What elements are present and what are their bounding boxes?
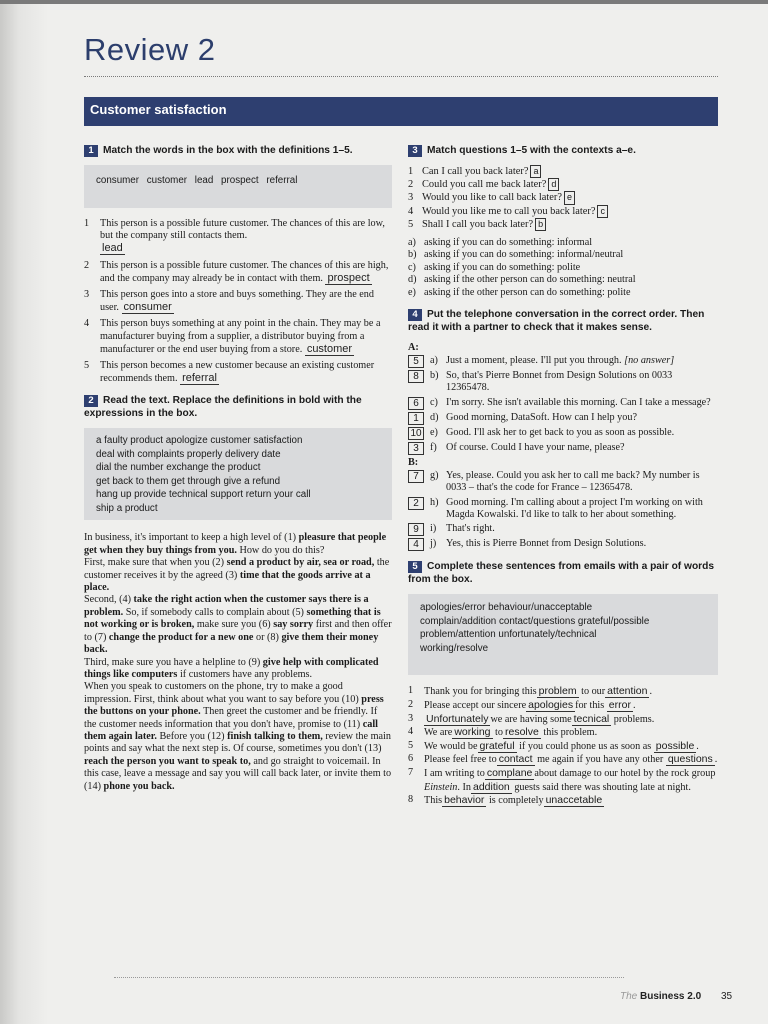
book-brand: The Business 2.0	[620, 991, 702, 1002]
email-sentence-list	[408, 685, 718, 807]
email-sentence: 3 Unfortunately we are having some tecnical problems.	[408, 712, 655, 725]
context-item: c) asking if you can do something: polite	[408, 261, 581, 273]
speaker-b-label: B:	[408, 456, 419, 468]
word-box-item: customer	[146, 175, 188, 186]
conversation-line: 6 c) I'm sorry. She isn't available this morning. Can I take a message?	[408, 397, 718, 410]
exercise-2-instruction: Read the text. Replace the definitions in bold with the expressions in the box.	[84, 395, 362, 420]
email-sentence: 8 This behavior is completely unaccetable	[408, 794, 603, 807]
speaker-a-label: A:	[408, 342, 419, 354]
textbook-page	[0, 4, 768, 1024]
exercise-5-instruction: Complete these sentences from emails with a pair of words from the box.	[408, 561, 715, 586]
conversation-line: 3 f) Of course. Could I have your name, please?	[408, 442, 718, 455]
exercise-1-heading	[84, 144, 392, 157]
section-banner	[84, 97, 718, 126]
item-number: 3	[84, 289, 90, 301]
word-box-item: lead	[194, 175, 214, 186]
context-item: a) asking if you can do something: informal	[408, 237, 593, 249]
word-pair-line: working/resolve	[420, 642, 489, 654]
handwritten-answer: referral	[182, 372, 217, 385]
item-number: 1	[84, 218, 90, 229]
email-sentence: 4 We are working to resolve this problem.	[408, 726, 598, 739]
definition-item	[84, 218, 392, 256]
exercise-3-instruction: Match questions 1–5 with the contexts a–e.	[427, 145, 636, 156]
footer-divider	[114, 977, 624, 978]
exercise-1-number: 1	[84, 145, 98, 157]
definition-item	[84, 360, 392, 385]
conversation-line: 10 e) Good. I'll ask her to get back to you as soon as possible.	[408, 427, 718, 440]
handwritten-answer-box: d	[548, 178, 559, 191]
definition-item	[84, 318, 392, 356]
email-sentence: 5 We would be grateful if you could phone us as soon as possible .	[408, 739, 699, 752]
exercise-5-number: 5	[408, 561, 422, 573]
reading-text: In business, it's important to keep a high level of (1) pleasure that people get when they buy things from you. How do you do this? First, make sure that when you (2) send a product by air, sea or road, the customer receives it by the agreed (3) time that the goods arrive at a place. Second, (4) take the right action when the customer says there is a problem. So, if somebody calls to complain about (5) something that is not working or is broken, make sure you (6) say sorry first and then offer to (7) change the product for a new one or (8) give them their money back. Third, make sure you have a helpline to (9) give help with complicated things like computers if customers have any problems. When you speak to customers on the phone, try to make a good impression. First, think about what you want to say before you (10) press the buttons on your phone. Then greet the customer and be friendly. If the customer needs information that you don't have, promise to (11) call them again later. Before you (12) finish talking to them, review the main points and say what the next step is. Of course, sometimes you don't (13) reach the person you want to speak to, and go straight to voicemail. In this case, leave a message and say you will call back later, or invite them to (14) phone you back.	[84, 532, 392, 792]
handwritten-answer-box: c	[597, 205, 608, 218]
handwritten-answer-box: b	[535, 218, 546, 231]
definition-text: This person goes into a store and buys something. They are the end user. consumer	[100, 289, 374, 314]
word-pair-line: problem/attention unfortunately/technical	[420, 629, 597, 641]
handwritten-answer-box: a	[530, 165, 541, 178]
email-sentence: 7 I am writing to complane about damage to our hotel by the rock group Einstein. In addition guests said there was shouting late at night.	[408, 767, 716, 793]
conversation-line: 8 b) So, that's Pierre Bonnet from Design Solutions on 0033 12365478.	[408, 370, 718, 395]
handwritten-answer-box: e	[564, 191, 575, 204]
right-column	[408, 144, 718, 808]
handwritten-answer: customer	[306, 342, 353, 355]
definition-text: This person buys something at any point in the chain. They may be a manufacturer buying from a supplier, a distributor buying from a manufacturer or the end user buying from a store. customer	[100, 318, 381, 355]
page-title: Review 2	[84, 32, 216, 67]
handwritten-answer: consumer	[123, 301, 172, 314]
question-list	[408, 165, 718, 231]
question-item: 4 Would you like me to call you back later? c	[408, 205, 718, 218]
left-column	[84, 144, 392, 793]
handwritten-answer: prospect	[327, 271, 370, 284]
item-number: 5	[84, 360, 90, 372]
expression-line: ship a product	[96, 502, 158, 514]
conversation-line: 5 a) Just a moment, please. I'll put you through. [no answer]	[408, 355, 718, 368]
definition-item	[84, 260, 392, 285]
conversation-line: 1 d) Good morning, DataSoft. How can I help you?	[408, 412, 718, 425]
expression-line: deal with complaints properly delivery date	[96, 448, 281, 460]
question-item: 1 Can I call you back later? a	[408, 165, 718, 178]
context-item: b) asking if you can do something: informal/neutral	[408, 249, 624, 261]
email-sentence: 6 Please feel free to contact me again if you have any other questions .	[408, 753, 718, 766]
expression-line: dial the number exchange the product	[96, 462, 261, 474]
definition-text: This person becomes a new customer because an existing customer recommends them. referral	[100, 360, 375, 385]
word-box-item: referral	[266, 175, 298, 186]
context-list	[408, 237, 718, 299]
context-item: d) asking if the other person can do something: neutral	[408, 274, 636, 286]
page-binding-shadow	[0, 4, 48, 1024]
expression-line: get back to them get through give a refund	[96, 475, 281, 487]
exercise-4-instruction: Put the telephone conversation in the correct order. Then read it with a partner to check that it makes sense.	[408, 309, 705, 334]
word-box-item: consumer	[96, 175, 140, 186]
conversation-line: 7 g) Yes, please. Could you ask her to call me back? My number is 0033 – that's the code for France – 12365478.	[408, 470, 718, 495]
banner-title: Customer satisfaction	[90, 102, 227, 117]
email-sentence: 2 Please accept our sincere apologies for this error .	[408, 699, 636, 712]
email-sentence: 1 Thank you for bringing this problem to our attention .	[408, 685, 653, 698]
exercise-3-heading	[408, 144, 718, 157]
word-pair-line: apologies/error behaviour/unacceptable	[420, 602, 593, 614]
expression-line: hang up provide technical support return your call	[96, 489, 311, 501]
title-divider	[84, 76, 718, 77]
exercise-4-number: 4	[408, 309, 422, 321]
conversation-line: 9 i) That's right.	[408, 523, 718, 536]
question-item: 3 Would you like to call back later? e	[408, 191, 718, 204]
exercise-2-expression-box	[84, 428, 392, 520]
exercise-1-word-box	[84, 165, 392, 208]
item-number: 4	[84, 318, 90, 330]
context-item: e) asking if the other person can do something: polite	[408, 286, 631, 298]
question-item: 5 Shall I call you back later? b	[408, 218, 718, 231]
definition-item	[84, 289, 392, 314]
conversation-line: 2 h) Good morning. I'm calling about a project I'm working on with Magda Kowalski. I'd like to talk to her about something.	[408, 497, 718, 522]
exercise-5-heading	[408, 560, 718, 586]
word-pair-line: complain/addition contact/questions grateful/possible	[420, 615, 650, 627]
conversation-line: 4 j) Yes, this is Pierre Bonnet from Design Solutions.	[408, 538, 718, 551]
word-box-item: prospect	[221, 175, 259, 186]
exercise-3-number: 3	[408, 145, 422, 157]
item-number: 2	[84, 259, 90, 271]
exercise-2-number: 2	[84, 395, 98, 407]
question-item: 2 Could you call me back later? d	[408, 178, 718, 191]
expression-line: a faulty product apologize customer satisfaction	[96, 435, 303, 447]
exercise-1-instruction: Match the words in the box with the definitions 1–5.	[103, 145, 353, 156]
definition-text: This person is a possible future customer. The chances of this are low, but the company still contacts them. lead	[100, 218, 385, 255]
exercise-2-heading	[84, 394, 392, 420]
handwritten-answer: lead	[102, 242, 123, 255]
page-number: 35	[721, 991, 733, 1002]
definition-text: This person is a possible future customer. The chances of this are high, and the company may already be in contact with them. prospect	[100, 259, 389, 284]
exercise-5-word-pair-box	[408, 594, 718, 675]
exercise-4-heading	[408, 308, 718, 334]
